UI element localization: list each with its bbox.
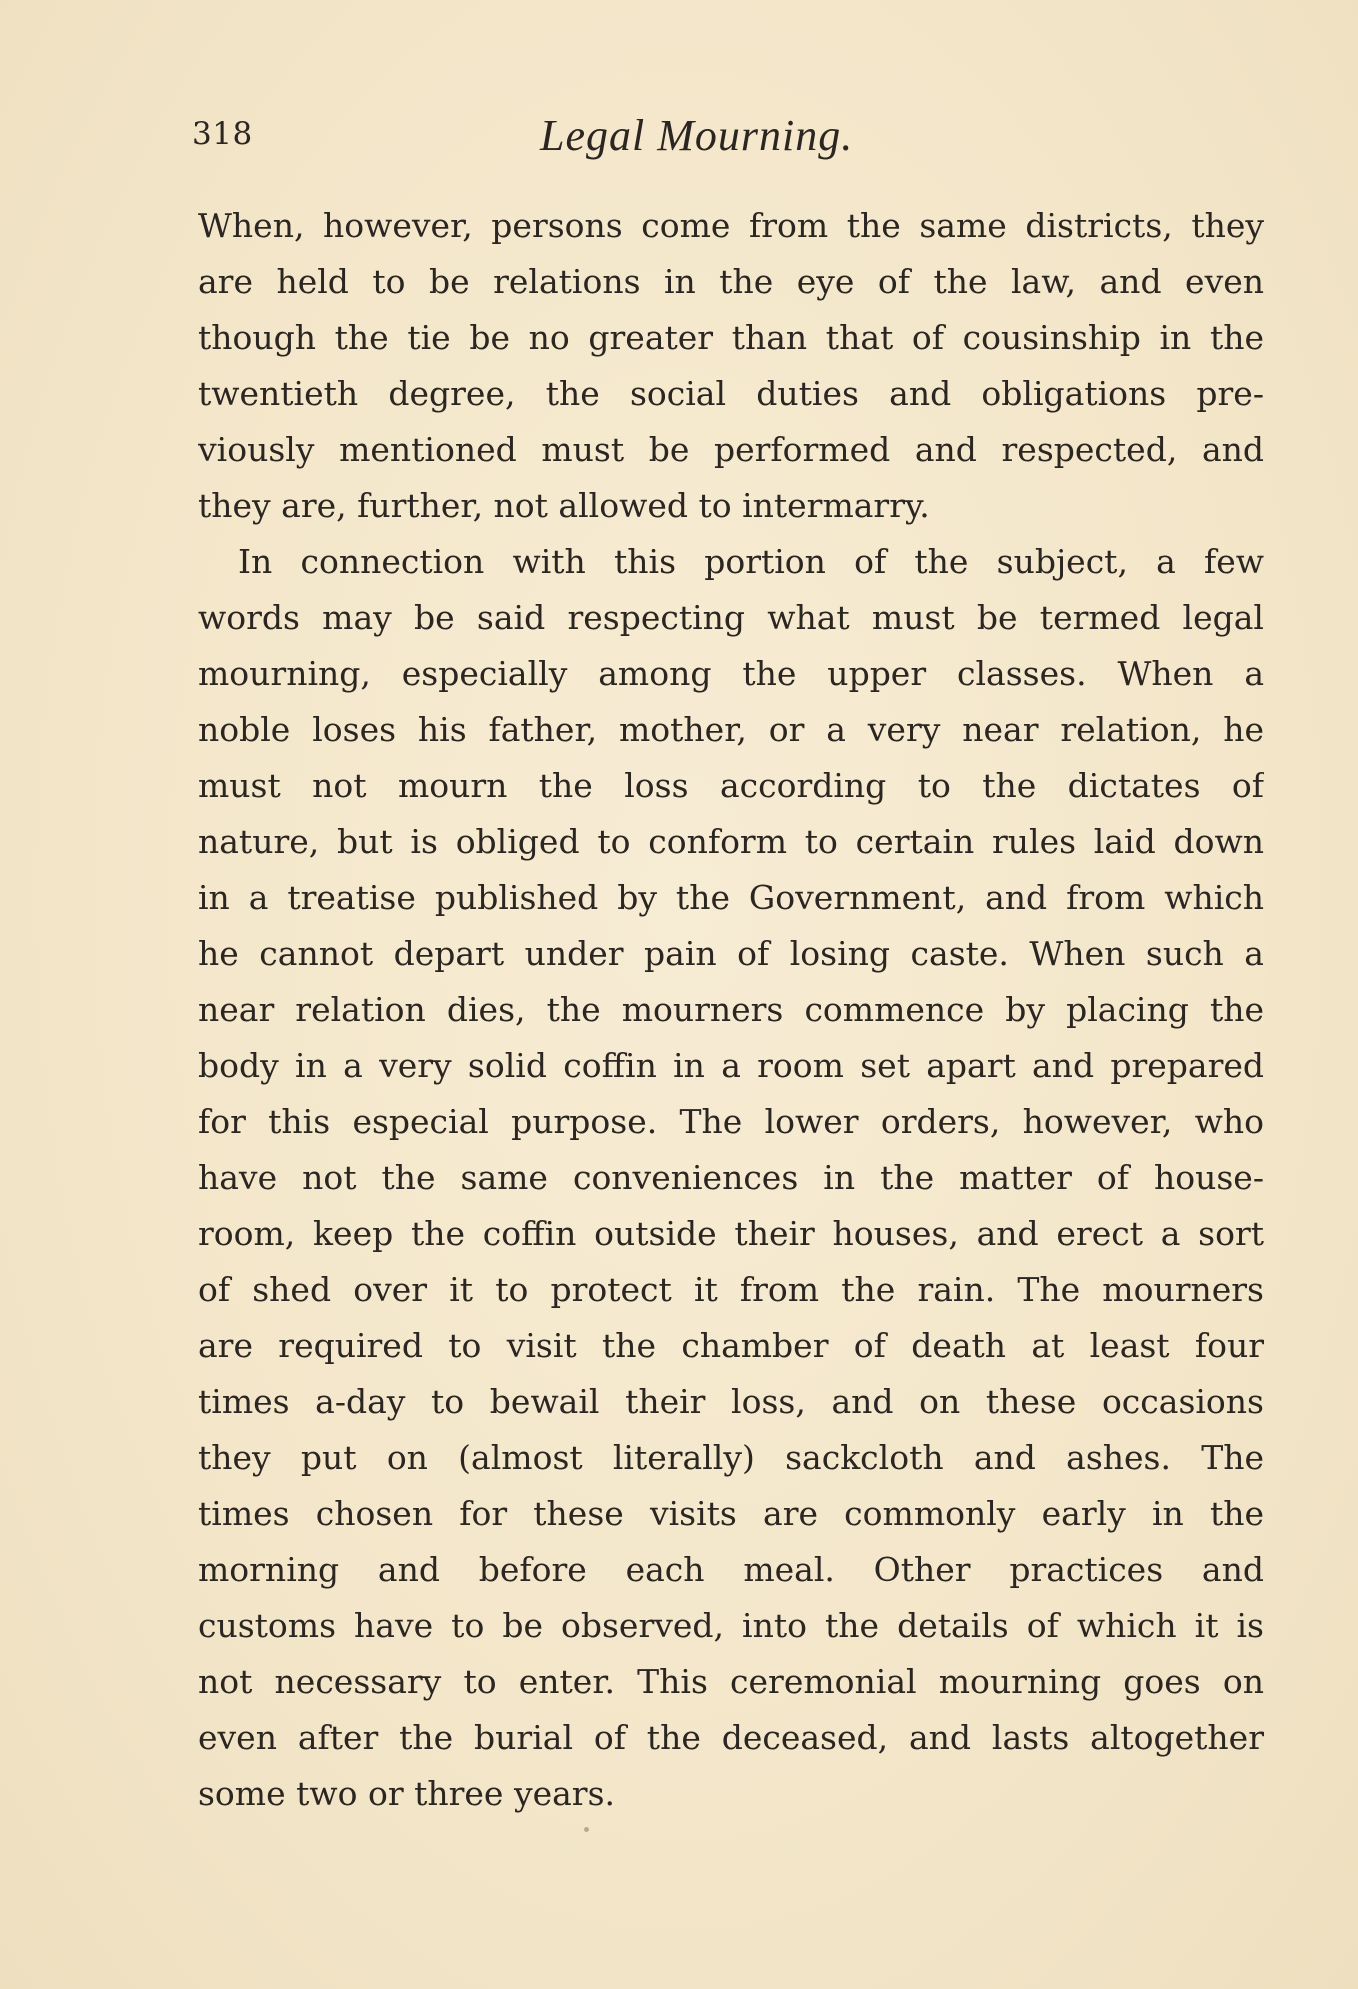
text-line: in a treatise published by the Government, and from which — [198, 878, 1264, 917]
text-line: not necessary to enter. This ceremonial mourning goes on — [198, 1662, 1264, 1701]
text-line: they put on (almost literally) sackcloth and ashes. The — [198, 1438, 1264, 1477]
text-line: near relation dies, the mourners commence by placing the — [198, 990, 1264, 1029]
text-line: even after the burial of the deceased, and lasts altogether — [198, 1718, 1264, 1757]
text-line: twentieth degree, the social duties and obligations pre- — [198, 374, 1264, 413]
text-line: noble loses his father, mother, or a very near relation, he — [198, 710, 1264, 749]
text-line: nature, but is obliged to conform to certain rules laid down — [198, 822, 1264, 861]
text-line: they are, further, not allowed to intermarry. — [198, 486, 930, 525]
text-line: for this especial purpose. The lower orders, however, who — [198, 1102, 1264, 1141]
text-line: morning and before each meal. Other practices and — [198, 1550, 1264, 1589]
text-line: times a-day to bewail their loss, and on these occasions — [198, 1382, 1264, 1421]
text-line: mourning, especially among the upper classes. When a — [198, 654, 1264, 693]
text-line: In connection with this portion of the subject, a few — [238, 542, 1264, 581]
text-line: must not mourn the loss according to the dictates of — [198, 766, 1264, 805]
page-number: 318 — [192, 116, 253, 152]
body-text — [198, 198, 1264, 1822]
text-line: some two or three years. — [198, 1774, 615, 1813]
paper-speck — [584, 1827, 589, 1832]
text-line: have not the same conveniences in the matter of house- — [198, 1158, 1264, 1197]
text-line: customs have to be observed, into the details of which it is — [198, 1606, 1264, 1645]
text-line: are required to visit the chamber of death at least four — [198, 1326, 1264, 1365]
page-header — [192, 110, 1172, 170]
text-line: are held to be relations in the eye of the law, and even — [198, 262, 1264, 301]
text-line: When, however, persons come from the same districts, they — [198, 206, 1264, 245]
text-line: viously mentioned must be performed and respected, and — [198, 430, 1264, 469]
text-line: times chosen for these visits are commonly early in the — [198, 1494, 1264, 1533]
text-line: of shed over it to protect it from the rain. The mourners — [198, 1270, 1264, 1309]
text-line: words may be said respecting what must be termed legal — [198, 598, 1264, 637]
text-line: room, keep the coffin outside their houses, and erect a sort — [198, 1214, 1264, 1253]
text-line: though the tie be no greater than that of cousinship in the — [198, 318, 1264, 357]
running-title: Legal Mourning. — [540, 111, 854, 160]
text-line: he cannot depart under pain of losing caste. When such a — [198, 934, 1264, 973]
text-line: body in a very solid coffin in a room set apart and prepared — [198, 1046, 1264, 1085]
